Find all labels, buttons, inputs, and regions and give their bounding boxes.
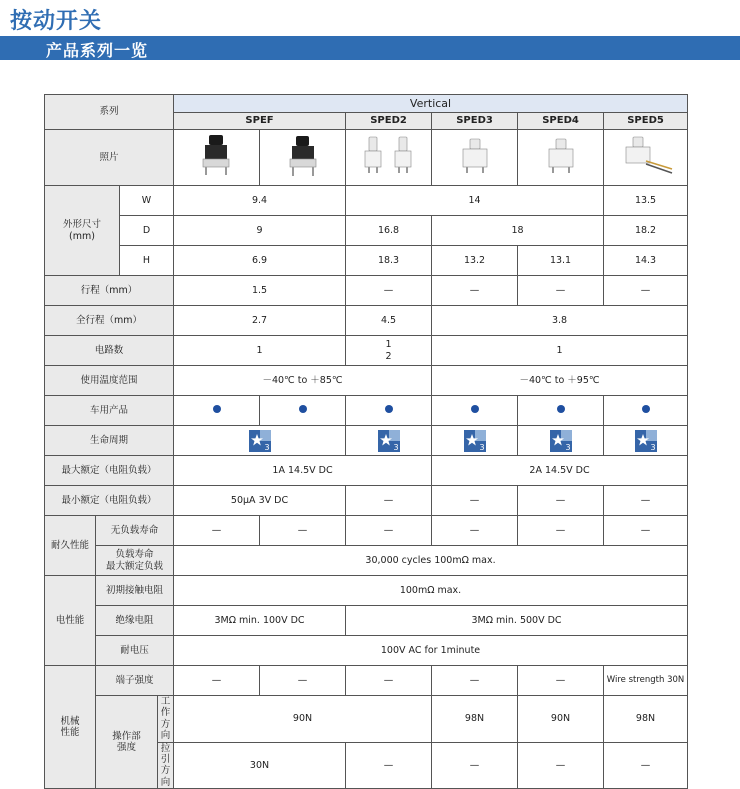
automotive-sped4 (518, 396, 604, 426)
lifecycle-sped4 (518, 426, 604, 456)
travel-sped3: — (432, 276, 518, 306)
terminal-sped5: Wire strength 30N (604, 666, 688, 696)
work-direction-label: 工作 方向 (158, 696, 174, 743)
model-spef: SPEF (174, 113, 346, 130)
no-load-spef-1: — (174, 516, 260, 546)
lifecycle-sped2 (346, 426, 432, 456)
work-direction-sped3: 98N (432, 696, 518, 743)
load-label: 负载寿命 最大额定负载 (96, 546, 174, 576)
insulation-sped: 3MΩ min. 500V DC (346, 606, 688, 636)
max-rating-b: 2A 14.5V DC (432, 456, 688, 486)
photo-sped5 (604, 130, 688, 186)
h-sped2: 18.3 (346, 246, 432, 276)
h-spef: 6.9 (174, 246, 346, 276)
travel-label: 行程（mm） (45, 276, 174, 306)
total-travel-spef: 2.7 (174, 306, 346, 336)
durability-label: 耐久性能 (45, 516, 96, 576)
lifecycle-star-icon (378, 430, 400, 452)
contact-resistance-label: 初期接触电阻 (96, 576, 174, 606)
insulation-spef: 3MΩ min. 100V DC (174, 606, 346, 636)
voltage-value: 100V AC for 1minute (174, 636, 688, 666)
automotive-dot-icon (213, 405, 221, 413)
photo-sped2 (346, 130, 432, 186)
no-load-sped3: — (432, 516, 518, 546)
min-rating-sped3: — (432, 486, 518, 516)
min-rating-sped4: — (518, 486, 604, 516)
work-direction-spef-sped2: 90N (174, 696, 432, 743)
max-rating-label: 最大额定（电阻负载） (45, 456, 174, 486)
work-direction-sped5: 98N (604, 696, 688, 743)
automotive-sped5 (604, 396, 688, 426)
total-travel-sped2: 4.5 (346, 306, 432, 336)
lifecycle-star-icon (635, 430, 657, 452)
d-sped2: 16.8 (346, 216, 432, 246)
lifecycle-star-icon (550, 430, 572, 452)
min-rating-label: 最小额定（电阻负载） (45, 486, 174, 516)
model-sped2: SPED2 (346, 113, 432, 130)
svg-text:3: 3 (263, 442, 270, 452)
electrical-label: 电性能 (45, 576, 96, 666)
pull-direction-sped4: — (518, 742, 604, 789)
automotive-dot-icon (642, 405, 650, 413)
load-life-value: 30,000 cycles 100mΩ max. (174, 546, 688, 576)
automotive-dot-icon (299, 405, 307, 413)
lifecycle-sped5 (604, 426, 688, 456)
pull-direction-sped3: — (432, 742, 518, 789)
no-load-sped4: — (518, 516, 604, 546)
terminal-strength-label: 端子强度 (96, 666, 174, 696)
travel-sped4: — (518, 276, 604, 306)
automotive-sped3 (432, 396, 518, 426)
automotive-dot-icon (471, 405, 479, 413)
dims-label: 外形尺寸 (mm) (45, 186, 120, 276)
work-direction-sped4: 90N (518, 696, 604, 743)
circuits-sped2: 1 2 (346, 336, 432, 366)
temp-range-a: －40℃ to ＋85℃ (174, 366, 432, 396)
lifecycle-sped3 (432, 426, 518, 456)
terminal-spef-2: — (260, 666, 346, 696)
svg-text:3: 3 (564, 442, 571, 452)
spef-switch-icon (281, 133, 325, 179)
svg-text:3: 3 (392, 442, 399, 452)
travel-spef: 1.5 (174, 276, 346, 306)
mechanical-label: 机械 性能 (45, 666, 96, 789)
w-sped2-4: 14 (346, 186, 604, 216)
temp-range-b: －40℃ to ＋95℃ (432, 366, 688, 396)
d-sped3-4: 18 (432, 216, 604, 246)
automotive-label: 车用产品 (45, 396, 174, 426)
photo-sped3 (432, 130, 518, 186)
lifecycle-label: 生命周期 (45, 426, 174, 456)
d-spef: 9 (174, 216, 346, 246)
circuits-sped3-5: 1 (432, 336, 688, 366)
photo-sped4 (518, 130, 604, 186)
voltage-label: 耐电压 (96, 636, 174, 666)
model-sped3: SPED3 (432, 113, 518, 130)
insulation-label: 绝缘电阻 (96, 606, 174, 636)
svg-text:3: 3 (649, 442, 656, 452)
spef-switch-icon (195, 133, 239, 179)
h-sped4: 13.1 (518, 246, 604, 276)
d-sped5: 18.2 (604, 216, 688, 246)
no-load-sped2: — (346, 516, 432, 546)
terminal-sped2: — (346, 666, 432, 696)
pull-direction-label: 拉引 方向 (158, 742, 174, 789)
page-title: 按动开关 (10, 9, 103, 34)
total-travel-sped3-5: 3.8 (432, 306, 688, 336)
pull-direction-spef: 30N (174, 742, 346, 789)
section-title: 产品系列一览 (46, 41, 149, 60)
model-sped4: SPED4 (518, 113, 604, 130)
automotive-sped2 (346, 396, 432, 426)
pull-direction-sped5: — (604, 742, 688, 789)
temp-label: 使用温度范围 (45, 366, 174, 396)
automotive-spef-2 (260, 396, 346, 426)
w-sped5: 13.5 (604, 186, 688, 216)
spec-table (44, 94, 688, 789)
min-rating-sped2: — (346, 486, 432, 516)
photo-spef-2 (260, 130, 346, 186)
automotive-dot-icon (385, 405, 393, 413)
w-label: W (120, 186, 174, 216)
min-rating-sped5: — (604, 486, 688, 516)
photo-label: 照片 (45, 130, 174, 186)
h-sped5: 14.3 (604, 246, 688, 276)
sped4-switch-icon (539, 133, 583, 179)
circuits-label: 电路数 (45, 336, 174, 366)
no-load-sped5: — (604, 516, 688, 546)
no-load-label: 无负载寿命 (96, 516, 174, 546)
lifecycle-star-icon (464, 430, 486, 452)
h-sped3: 13.2 (432, 246, 518, 276)
terminal-sped4: — (518, 666, 604, 696)
contact-resistance-value: 100mΩ max. (174, 576, 688, 606)
series-label: 系列 (45, 95, 174, 130)
sped2-switch-icon (360, 133, 418, 179)
no-load-spef-2: — (260, 516, 346, 546)
d-label: D (120, 216, 174, 246)
circuits-spef: 1 (174, 336, 346, 366)
operating-strength-label: 操作部 强度 (96, 696, 158, 789)
w-spef: 9.4 (174, 186, 346, 216)
lifecycle-spef (174, 426, 346, 456)
sped5-switch-icon (618, 133, 674, 179)
terminal-spef-1: — (174, 666, 260, 696)
terminal-sped3: — (432, 666, 518, 696)
section-banner (0, 36, 740, 60)
automotive-spef-1 (174, 396, 260, 426)
model-sped5: SPED5 (604, 113, 688, 130)
orientation-label: Vertical (174, 95, 688, 113)
travel-sped5: — (604, 276, 688, 306)
total-travel-label: 全行程（mm） (45, 306, 174, 336)
pull-direction-sped2: — (346, 742, 432, 789)
h-label: H (120, 246, 174, 276)
photo-spef-1 (174, 130, 260, 186)
max-rating-a: 1A 14.5V DC (174, 456, 432, 486)
travel-sped2: — (346, 276, 432, 306)
lifecycle-star-icon (249, 430, 271, 452)
svg-text:3: 3 (478, 442, 485, 452)
automotive-dot-icon (557, 405, 565, 413)
min-rating-spef: 50μA 3V DC (174, 486, 346, 516)
sped3-switch-icon (453, 133, 497, 179)
